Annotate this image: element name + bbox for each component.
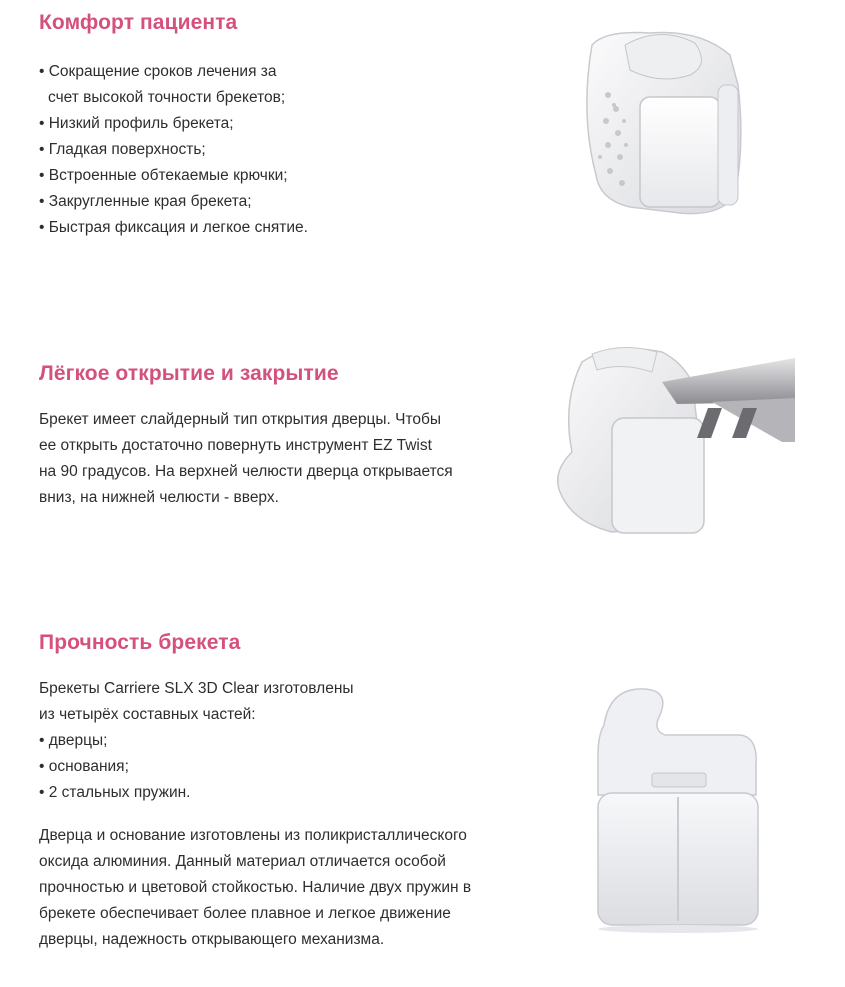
list-item: • Сокращение сроков лечения за: [39, 63, 277, 80]
paragraph-line: Брекеты Carriere SLX 3D Clear изготовлены: [39, 680, 354, 697]
opening-paragraph: [39, 407, 453, 511]
section-title: Прочность брекета: [39, 631, 241, 654]
paragraph-line: прочностью и цветовой стойкостью. Наличие двух пружин в: [39, 879, 472, 896]
clear-bracket-image: [570, 25, 750, 225]
list-item: • Быстрая фиксация и легкое снятие.: [39, 219, 308, 236]
section-title: Комфорт пациента: [39, 11, 238, 34]
section-patient-comfort: [0, 0, 845, 300]
paragraph-line: Дверца и основание изготовлены из поликристаллического: [39, 827, 467, 844]
bracket-with-tool-image: [552, 342, 797, 542]
paragraph-line: брекете обеспечивает более плавное и легкое движение: [39, 905, 451, 922]
list-item: • Низкий профиль брекета;: [39, 115, 234, 132]
paragraph-line: ее открыть достаточно повернуть инструмент EZ Twist: [39, 437, 432, 454]
list-item: • Закругленные края брекета;: [39, 193, 252, 210]
paragraph-line: оксида алюминия. Данный материал отличается особой: [39, 853, 446, 870]
paragraph-line: Брекет имеет слайдерный тип открытия дверцы. Чтобы: [39, 411, 442, 428]
list-item: • Гладкая поверхность;: [39, 141, 206, 158]
list-item: • Встроенные обтекаемые крючки;: [39, 167, 288, 184]
list-item-continuation: счет высокой точности брекетов;: [48, 89, 286, 106]
paragraph-line: вниз, на нижней челюсти - вверх.: [39, 489, 279, 506]
section-title: Лёгкое открытие и закрытие: [39, 362, 339, 385]
section-easy-opening: [0, 340, 845, 560]
strength-components-list: [39, 676, 354, 806]
list-item: • 2 стальных пружин.: [39, 784, 191, 801]
paragraph-line: из четырёх составных частей:: [39, 706, 256, 723]
bracket-front-image: [590, 685, 765, 935]
paragraph-line: на 90 градусов. На верхней челюсти дверца открывается: [39, 463, 453, 480]
section-bracket-strength: [0, 620, 845, 987]
list-item: • дверцы;: [39, 732, 108, 749]
comfort-bullet-list: [39, 59, 308, 241]
paragraph-line: дверцы, надежность открывающего механизма.: [39, 931, 385, 948]
strength-paragraph: [39, 823, 471, 953]
list-item: • основания;: [39, 758, 129, 775]
